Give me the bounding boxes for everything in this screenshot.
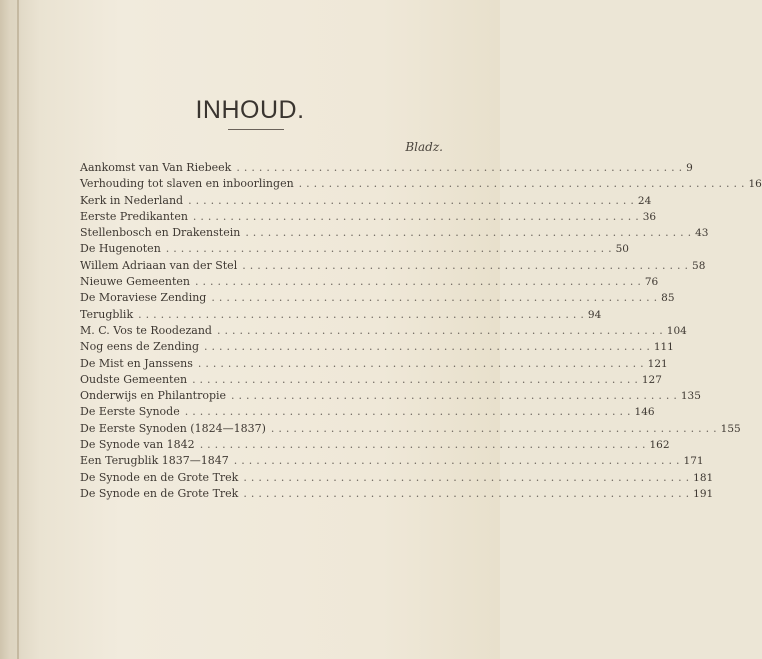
toc-entry-page: 162: [649, 439, 670, 452]
toc-entry-title: Oudste Gemeenten: [80, 372, 188, 386]
toc-entry: [80, 323, 687, 339]
dot-leader: ............................................................: [188, 193, 638, 207]
dot-leader: ............................................................: [192, 372, 642, 386]
toc-entry-page: 76: [644, 276, 659, 289]
toc-entry-title: De Hugenoten: [80, 242, 161, 256]
dot-leader: ............................................................: [243, 470, 694, 484]
toc-entry-title: De Eerste Synode: [80, 405, 180, 419]
toc-entry-page: 85: [661, 292, 675, 305]
dot-leader: ............................................................: [245, 226, 696, 240]
toc-entry-title: Nieuwe Gemeenten: [80, 275, 191, 289]
toc-entry: [80, 160, 693, 176]
dot-leader: ............................................................: [184, 405, 635, 419]
dot-leader: ............................................................: [204, 340, 654, 354]
dot-leader: ............................................................: [195, 275, 645, 289]
dot-leader: ............................................................: [165, 242, 616, 256]
toc-entry-title: De Mist en Janssens: [80, 356, 193, 370]
toc-entry-page: 24: [637, 194, 652, 207]
toc-entry-title: De Synode en de Grote Trek: [80, 486, 239, 500]
toc-entry-page: 111: [653, 341, 674, 354]
toc-entry-title: De Moraviese Zending: [80, 291, 207, 305]
dot-leader: ............................................................: [243, 486, 694, 500]
toc-entry-title: M. C. Vos te Roodezand: [80, 323, 212, 337]
toc-entry-title: Aankomst van Van Riebeek: [80, 161, 232, 174]
toc-entry-page: 58: [692, 259, 706, 272]
dot-leader: ............................................................: [231, 389, 681, 403]
toc-entry-title: Eerste Predikanten: [80, 209, 188, 223]
toc-entry-page: 43: [695, 227, 709, 240]
toc-entry: [80, 225, 709, 241]
toc-entry-title: Een Terugblik 1837—1847: [80, 454, 229, 468]
toc-entry: [80, 372, 662, 388]
toc-entry-title: De Synode en de Grote Trek: [80, 470, 239, 484]
toc-entry: [80, 258, 706, 274]
dot-leader: ............................................................: [211, 291, 662, 305]
toc-entry-page: 181: [693, 471, 714, 484]
toc-entry-title: Willem Adriaan van der Stel: [80, 258, 238, 272]
page-column-label: Bladz.: [405, 140, 443, 154]
dot-leader: ............................................................: [216, 323, 667, 337]
toc-entry-page: 146: [634, 406, 655, 419]
toc-entry: [80, 437, 670, 453]
dot-leader: ............................................................: [236, 161, 687, 174]
toc-entry-title: Terugblik: [80, 307, 134, 321]
toc-entry-title: Verhouding tot slaven en inboorlingen: [80, 177, 294, 191]
toc-entry-page: 155: [720, 422, 741, 435]
table-of-contents: [80, 160, 762, 502]
toc-entry: [80, 453, 704, 469]
page-title: INHOUD.: [195, 96, 305, 124]
toc-entry: [80, 290, 675, 306]
toc-entry-page: 16: [748, 178, 762, 191]
toc-entry: [80, 388, 701, 404]
toc-entry: [80, 404, 655, 420]
dot-leader: ............................................................: [233, 454, 684, 468]
dot-leader: ............................................................: [270, 421, 721, 435]
toc-entry: [80, 307, 602, 323]
dot-leader: ............................................................: [138, 307, 588, 321]
toc-entry-title: Kerk in Nederland: [80, 193, 184, 207]
toc-entry-title: Nog eens de Zending: [80, 340, 200, 354]
toc-entry-page: 191: [693, 487, 714, 500]
toc-entry: [80, 356, 668, 372]
toc-entry: [80, 193, 652, 209]
dot-leader: ............................................................: [197, 356, 648, 370]
toc-entry-page: 50: [615, 243, 629, 256]
dot-leader: ............................................................: [298, 177, 749, 191]
toc-entry-title: Stellenbosch en Drakenstein: [80, 226, 241, 240]
toc-entry: [80, 176, 762, 192]
title-underline: [228, 129, 284, 130]
toc-entry-title: De Eerste Synoden (1824—1837): [80, 421, 266, 435]
toc-entry-title: Onderwijs en Philantropie: [80, 389, 227, 403]
toc-entry: [80, 470, 714, 486]
toc-entry-page: 94: [587, 308, 602, 321]
toc-entry-page: 36: [642, 210, 657, 223]
toc-entry-page: 127: [641, 373, 662, 386]
toc-entry: [80, 486, 714, 502]
dot-leader: ............................................................: [242, 258, 693, 272]
toc-entry: [80, 241, 629, 257]
toc-entry-page: 171: [683, 455, 704, 468]
dot-leader: ............................................................: [199, 438, 650, 452]
toc-entry: [80, 274, 659, 290]
toc-entry-page: 121: [647, 357, 668, 370]
toc-entry: [80, 209, 657, 225]
dot-leader: ............................................................: [192, 209, 643, 223]
toc-entry: [80, 339, 674, 355]
toc-entry-page: 9: [686, 162, 693, 174]
toc-entry: [80, 421, 741, 437]
toc-entry-title: De Synode van 1842: [80, 438, 195, 452]
toc-entry-page: 104: [666, 324, 687, 337]
toc-entry-page: 135: [680, 390, 701, 403]
